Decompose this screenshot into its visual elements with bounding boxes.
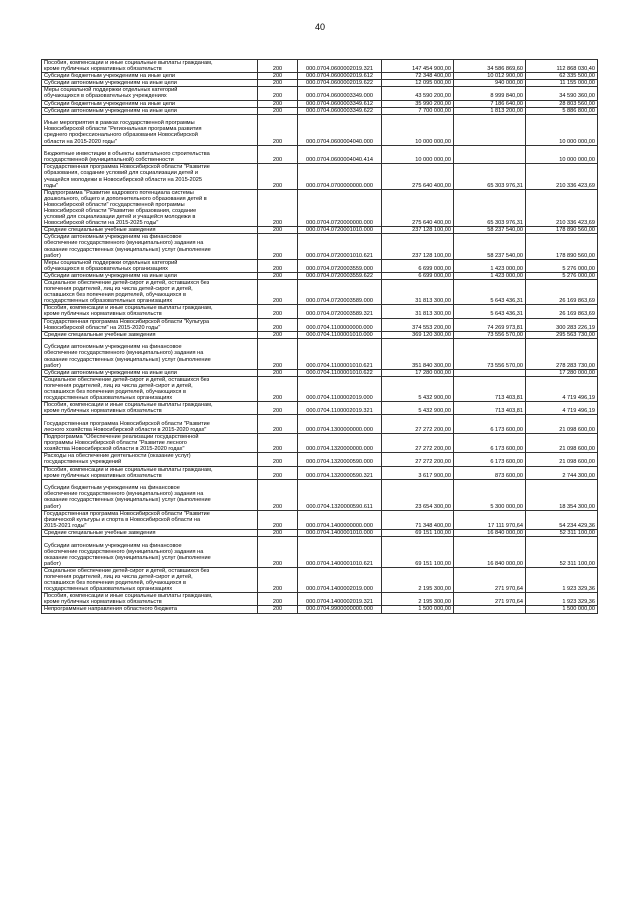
row-name-cell: Расходы на обеспечение деятельности (оказание услуг) государственных учреждений (42, 453, 258, 466)
row-amount-executed-cell: 74 269 973,81 (454, 318, 526, 331)
row-amount-plan-cell: 369 120 300,00 (382, 331, 454, 338)
row-amount-executed-cell: 8 999 840,00 (454, 87, 526, 100)
row-amount-plan-cell: 275 640 400,00 (382, 164, 454, 189)
row-code-cell: 000.0704.0600002019.612 (298, 73, 382, 80)
row-amount-remaining-cell: 34 590 360,00 (526, 87, 598, 100)
row-code-cell: 000.0704.1320000590.611 (298, 479, 382, 510)
row-code-cell: 000.0704.1100001010.000 (298, 331, 382, 338)
row-amount-remaining-cell: 178 890 560,00 (526, 234, 598, 259)
table-row (42, 189, 598, 227)
row-amount-plan-cell: 147 454 900,00 (382, 60, 454, 73)
row-amount-plan-cell: 237 128 100,00 (382, 227, 454, 234)
row-amount-remaining-cell: 210 336 423,69 (526, 189, 598, 227)
row-amount-remaining-cell: 11 155 000,00 (526, 80, 598, 87)
row-amount-executed-cell (454, 369, 526, 376)
row-code-cell: 000.0704.1100000000.000 (298, 318, 382, 331)
table-row (42, 331, 598, 338)
row-name-cell: Субсидии автономным учреждениям на иные цели (42, 369, 258, 376)
row-amount-executed-cell (454, 145, 526, 164)
row-amount-executed-cell: 16 840 000,00 (454, 537, 526, 568)
row-amount-executed-cell: 7 186 640,00 (454, 100, 526, 107)
row-amount-plan-cell: 6 699 000,00 (382, 259, 454, 272)
row-ministry-cell: 200 (258, 234, 298, 259)
row-name-cell: Государственная программа Новосибирской области "Развитие физической культуры и спорта в Новосибирской области на 2015-2021 годы" (42, 510, 258, 529)
row-ministry-cell: 200 (258, 100, 298, 107)
row-name-cell: Субсидии автономным учреждениям на финансовое обеспечение государственного (муниципального) задания на оказание государственных (муниципальных) услуг (выполнение работ) (42, 338, 258, 369)
row-amount-executed-cell: 58 237 540,00 (454, 234, 526, 259)
table-row (42, 114, 598, 145)
row-amount-executed-cell: 5 643 436,31 (454, 305, 526, 318)
row-name-cell: Меры социальной поддержки отдельных категорий обучающихся в образовательных организациях (42, 259, 258, 272)
row-name-cell: Подпрограмма "Развитие кадрового потенциала системы дошкольного, общего и дополнительного образования детей в Новосибирской области" государственной программы Новосибирской области "Развитие образования, создание условий для социализации детей и учащейся молодежи в Новосибирской области на 2015-2025 годы" (42, 189, 258, 227)
row-amount-remaining-cell: 4 719 496,19 (526, 402, 598, 415)
table-row (42, 453, 598, 466)
row-name-cell: Средние специальные учебные заведения (42, 331, 258, 338)
row-ministry-cell: 200 (258, 369, 298, 376)
row-amount-remaining-cell: 10 000 000,00 (526, 145, 598, 164)
row-amount-remaining-cell: 1 500 000,00 (526, 606, 598, 613)
row-name-cell: Меры социальной поддержки отдельных категорий обучающихся в образовательных учреждениях (42, 87, 258, 100)
row-ministry-cell: 200 (258, 114, 298, 145)
row-ministry-cell: 200 (258, 305, 298, 318)
row-name-cell: Государственная программа Новосибирской области "Развитие образования, создание условий для социализации детей и учащейся молодежи в Новосибирской области на 2015-2025 годы" (42, 164, 258, 189)
row-name-cell: Пособия, компенсации и иные социальные выплаты гражданам, кроме публичных нормативных обязательств (42, 466, 258, 479)
row-ministry-cell: 200 (258, 227, 298, 234)
row-ministry-cell: 200 (258, 338, 298, 369)
row-name-cell: Субсидии автономным учреждениям на финансовое обеспечение государственного (муниципального) задания на оказание государственных (муниципальных) услуг (выполнение работ) (42, 234, 258, 259)
row-amount-remaining-cell: 300 283 226,19 (526, 318, 598, 331)
table-row (42, 466, 598, 479)
row-code-cell: 000.0704.0720003559.000 (298, 259, 382, 272)
row-name-cell: Иные мероприятия в рамках государственной программы Новосибирской области "Региональная программа развития среднего профессионального образования Новосибирской области на 2015-2020 годы" (42, 114, 258, 145)
row-ministry-cell: 200 (258, 593, 298, 606)
table-row (42, 305, 598, 318)
row-amount-plan-cell: 35 990 200,00 (382, 100, 454, 107)
row-amount-plan-cell: 7 700 000,00 (382, 107, 454, 114)
row-amount-remaining-cell: 5 276 000,00 (526, 259, 598, 272)
row-ministry-cell: 200 (258, 164, 298, 189)
row-amount-plan-cell: 275 640 400,00 (382, 189, 454, 227)
table-row (42, 272, 598, 279)
row-amount-plan-cell: 17 280 000,00 (382, 369, 454, 376)
table-row (42, 227, 598, 234)
row-amount-executed-cell: 271 970,64 (454, 567, 526, 592)
table-row (42, 529, 598, 536)
row-code-cell: 000.0704.0720003589.000 (298, 280, 382, 305)
row-amount-plan-cell: 72 348 400,00 (382, 73, 454, 80)
row-amount-remaining-cell: 178 890 560,00 (526, 227, 598, 234)
row-code-cell: 000.0704.1320000590.000 (298, 453, 382, 466)
row-code-cell: 000.0704.1400001010.621 (298, 537, 382, 568)
table-row (42, 100, 598, 107)
row-amount-remaining-cell: 1 923 329,36 (526, 567, 598, 592)
table-row (42, 280, 598, 305)
row-amount-executed-cell: 1 813 200,00 (454, 107, 526, 114)
row-amount-executed-cell: 34 586 869,60 (454, 60, 526, 73)
row-ministry-cell: 200 (258, 87, 298, 100)
row-amount-plan-cell: 1 500 000,00 (382, 606, 454, 613)
row-amount-executed-cell: 1 423 000,00 (454, 272, 526, 279)
table-row (42, 107, 598, 114)
row-code-cell: 000.0704.1320000000.000 (298, 434, 382, 453)
row-amount-remaining-cell: 1 923 329,36 (526, 593, 598, 606)
row-amount-plan-cell: 31 813 300,00 (382, 280, 454, 305)
row-name-cell: Пособия, компенсации и иные социальные выплаты гражданам, кроме публичных нормативных обязательств (42, 305, 258, 318)
row-ministry-cell: 200 (258, 280, 298, 305)
row-amount-executed-cell: 873 600,00 (454, 466, 526, 479)
row-amount-plan-cell: 71 348 400,00 (382, 510, 454, 529)
row-code-cell: 000.0704.1320000590.321 (298, 466, 382, 479)
row-code-cell: 000.0704.0720001010.621 (298, 234, 382, 259)
row-name-cell: Субсидии автономным учреждениям на иные цели (42, 272, 258, 279)
table-row (42, 338, 598, 369)
table-row (42, 606, 598, 613)
row-code-cell: 000.0704.0720003589.321 (298, 305, 382, 318)
row-code-cell: 000.0704.0720001010.000 (298, 227, 382, 234)
row-amount-remaining-cell: 26 169 863,69 (526, 305, 598, 318)
row-name-cell: Социальное обеспечение детей-сирот и детей, оставшихся без попечения родителей, лиц из числа детей-сирот и детей, оставшихся без попечения родителей, обучающихся в государственных образовательных организациях (42, 567, 258, 592)
row-ministry-cell: 200 (258, 107, 298, 114)
table-row (42, 234, 598, 259)
row-amount-remaining-cell: 62 335 500,00 (526, 73, 598, 80)
row-amount-plan-cell: 2 195 300,00 (382, 593, 454, 606)
table-row (42, 145, 598, 164)
row-name-cell: Государственная программа Новосибирской области "Культура Новосибирской области" на 2015-2020 годы" (42, 318, 258, 331)
row-ministry-cell: 200 (258, 415, 298, 434)
row-name-cell: Субсидии автономным учреждениям на иные цели (42, 80, 258, 87)
row-ministry-cell: 200 (258, 402, 298, 415)
budget-table-body (42, 60, 598, 614)
row-code-cell: 000.0704.0600003349.622 (298, 107, 382, 114)
row-ministry-cell: 200 (258, 80, 298, 87)
row-name-cell: Социальное обеспечение детей-сирот и детей, оставшихся без попечения родителей, лиц из числа детей-сирот и детей, оставшихся без попечения родителей, обучающихся в государственных образовательных организациях (42, 280, 258, 305)
row-code-cell: 000.0704.1400001010.000 (298, 529, 382, 536)
table-row (42, 87, 598, 100)
row-ministry-cell: 200 (258, 537, 298, 568)
row-name-cell: Бюджетные инвестиции в объекты капитального строительства государственной (муниципальной) собственности (42, 145, 258, 164)
row-ministry-cell: 200 (258, 73, 298, 80)
row-amount-remaining-cell: 10 000 000,00 (526, 114, 598, 145)
row-code-cell: 000.0704.0600002019.622 (298, 80, 382, 87)
table-row (42, 567, 598, 592)
table-row (42, 73, 598, 80)
row-amount-executed-cell: 73 556 570,00 (454, 338, 526, 369)
row-amount-remaining-cell: 5 276 000,00 (526, 272, 598, 279)
row-amount-plan-cell: 12 095 000,00 (382, 80, 454, 87)
row-name-cell: Пособия, компенсации и иные социальные выплаты гражданам, кроме публичных нормативных обязательств (42, 593, 258, 606)
row-code-cell: 000.0704.0600004040.000 (298, 114, 382, 145)
row-amount-executed-cell: 1 423 000,00 (454, 259, 526, 272)
table-row (42, 164, 598, 189)
row-amount-plan-cell: 351 840 300,00 (382, 338, 454, 369)
row-amount-plan-cell: 237 128 100,00 (382, 234, 454, 259)
row-name-cell: Средние специальные учебные заведения (42, 529, 258, 536)
row-amount-plan-cell: 23 654 300,00 (382, 479, 454, 510)
row-ministry-cell: 200 (258, 466, 298, 479)
row-amount-remaining-cell: 52 311 100,00 (526, 537, 598, 568)
row-amount-remaining-cell: 52 311 100,00 (526, 529, 598, 536)
row-ministry-cell: 200 (258, 529, 298, 536)
row-amount-remaining-cell: 5 886 800,00 (526, 107, 598, 114)
row-amount-plan-cell: 5 432 900,00 (382, 376, 454, 401)
table-row (42, 376, 598, 401)
row-amount-remaining-cell: 18 354 300,00 (526, 479, 598, 510)
row-amount-plan-cell: 27 272 200,00 (382, 453, 454, 466)
row-ministry-cell: 200 (258, 479, 298, 510)
table-row (42, 60, 598, 73)
table-row (42, 402, 598, 415)
row-name-cell: Субсидии бюджетным учреждениям на иные цели (42, 100, 258, 107)
row-code-cell: 000.0704.0720003559.622 (298, 272, 382, 279)
row-code-cell: 000.0704.0700000000.000 (298, 164, 382, 189)
row-amount-plan-cell: 10 000 000,00 (382, 145, 454, 164)
row-amount-executed-cell: 713 403,81 (454, 402, 526, 415)
table-row (42, 479, 598, 510)
row-ministry-cell: 200 (258, 606, 298, 613)
row-amount-remaining-cell: 54 234 429,36 (526, 510, 598, 529)
table-row (42, 434, 598, 453)
page-number: 40 (314, 22, 325, 32)
row-name-cell: Пособия, компенсации и иные социальные выплаты гражданам, кроме публичных нормативных обязательств (42, 60, 258, 73)
row-amount-remaining-cell: 21 098 600,00 (526, 434, 598, 453)
row-ministry-cell: 200 (258, 145, 298, 164)
row-ministry-cell: 200 (258, 60, 298, 73)
table-row (42, 593, 598, 606)
row-ministry-cell: 200 (258, 434, 298, 453)
row-amount-plan-cell: 69 151 100,00 (382, 529, 454, 536)
row-amount-remaining-cell: 28 803 560,00 (526, 100, 598, 107)
row-code-cell: 000.0704.1100001010.621 (298, 338, 382, 369)
table-row (42, 80, 598, 87)
row-amount-executed-cell: 17 111 970,64 (454, 510, 526, 529)
row-code-cell: 000.0704.1400002019.321 (298, 593, 382, 606)
row-amount-executed-cell: 16 840 000,00 (454, 529, 526, 536)
row-amount-executed-cell: 73 556 570,00 (454, 331, 526, 338)
row-code-cell: 000.0704.1100001010.622 (298, 369, 382, 376)
row-amount-plan-cell: 3 617 900,00 (382, 466, 454, 479)
table-row (42, 369, 598, 376)
row-amount-plan-cell: 6 699 000,00 (382, 272, 454, 279)
row-ministry-cell: 200 (258, 259, 298, 272)
row-amount-plan-cell: 27 272 200,00 (382, 434, 454, 453)
row-name-cell: Подпрограмма "Обеспечение реализации государственной программы Новосибирской области "Развитие лесного хозяйства Новосибирской области в 2015-2020 годах" (42, 434, 258, 453)
row-amount-remaining-cell: 112 868 030,40 (526, 60, 598, 73)
row-amount-plan-cell: 374 553 200,00 (382, 318, 454, 331)
row-code-cell: 000.0704.1300000000.000 (298, 415, 382, 434)
row-ministry-cell: 200 (258, 567, 298, 592)
row-amount-executed-cell: 58 237 540,00 (454, 227, 526, 234)
row-amount-remaining-cell: 295 563 730,00 (526, 331, 598, 338)
row-amount-remaining-cell: 21 098 600,00 (526, 415, 598, 434)
table-row (42, 415, 598, 434)
row-amount-executed-cell: 65 303 976,31 (454, 164, 526, 189)
row-name-cell: Социальное обеспечение детей-сирот и детей, оставшихся без попечения родителей, лиц из числа детей-сирот и детей, оставшихся без попечения родителей, обучающихся в государственных образовательных организациях (42, 376, 258, 401)
row-code-cell: 000.0704.0600003349.000 (298, 87, 382, 100)
row-ministry-cell: 200 (258, 272, 298, 279)
row-amount-executed-cell: 940 000,00 (454, 80, 526, 87)
table-row (42, 537, 598, 568)
row-ministry-cell: 200 (258, 453, 298, 466)
row-amount-executed-cell: 65 303 976,31 (454, 189, 526, 227)
row-amount-plan-cell: 2 195 300,00 (382, 567, 454, 592)
row-code-cell: 000.0704.1100002019.000 (298, 376, 382, 401)
table-row (42, 318, 598, 331)
row-amount-plan-cell: 10 000 000,00 (382, 114, 454, 145)
row-code-cell: 000.0704.0600003349.612 (298, 100, 382, 107)
row-amount-executed-cell: 271 970,64 (454, 593, 526, 606)
row-ministry-cell: 200 (258, 189, 298, 227)
row-amount-remaining-cell: 4 719 496,19 (526, 376, 598, 401)
row-ministry-cell: 200 (258, 376, 298, 401)
row-name-cell: Субсидии автономным учреждениям на иные цели (42, 107, 258, 114)
row-name-cell: Непрограммные направления областного бюджета (42, 606, 258, 613)
row-name-cell: Субсидии бюджетным учреждениям на иные цели (42, 73, 258, 80)
row-amount-plan-cell: 69 151 100,00 (382, 537, 454, 568)
row-amount-remaining-cell: 17 280 000,00 (526, 369, 598, 376)
row-code-cell: 000.0704.1400000000.000 (298, 510, 382, 529)
row-amount-executed-cell: 10 012 900,00 (454, 73, 526, 80)
row-amount-remaining-cell: 21 098 600,00 (526, 453, 598, 466)
row-amount-executed-cell: 6 173 600,00 (454, 434, 526, 453)
row-amount-remaining-cell: 210 336 423,69 (526, 164, 598, 189)
row-ministry-cell: 200 (258, 331, 298, 338)
row-amount-executed-cell: 5 643 436,31 (454, 280, 526, 305)
row-amount-executed-cell (454, 114, 526, 145)
row-amount-executed-cell: 6 173 600,00 (454, 453, 526, 466)
row-code-cell: 000.0704.0600004040.414 (298, 145, 382, 164)
row-ministry-cell: 200 (258, 510, 298, 529)
row-code-cell: 000.0704.0720000000.000 (298, 189, 382, 227)
row-amount-plan-cell: 5 432 900,00 (382, 402, 454, 415)
row-code-cell: 000.0704.1400002019.000 (298, 567, 382, 592)
row-amount-plan-cell: 27 272 200,00 (382, 415, 454, 434)
row-ministry-cell: 200 (258, 318, 298, 331)
row-amount-executed-cell (454, 606, 526, 613)
row-amount-remaining-cell: 278 283 730,00 (526, 338, 598, 369)
budget-table (41, 59, 598, 614)
row-name-cell: Пособия, компенсации и иные социальные выплаты гражданам, кроме публичных нормативных обязательств (42, 402, 258, 415)
row-name-cell: Государственная программа Новосибирской области "Развитие лесного хозяйства Новосибирской области в 2015-2020 годах" (42, 415, 258, 434)
row-name-cell: Субсидии бюджетным учреждениям на финансовое обеспечение государственного (муниципального) задания на оказание государственных (муниципальных) услуг (выполнение работ) (42, 479, 258, 510)
row-name-cell: Средние специальные учебные заведения (42, 227, 258, 234)
row-code-cell: 000.0704.1100002019.321 (298, 402, 382, 415)
row-amount-executed-cell: 6 173 600,00 (454, 415, 526, 434)
row-code-cell: 000.0704.9900000000.000 (298, 606, 382, 613)
row-code-cell: 000.0704.0600002019.321 (298, 60, 382, 73)
row-amount-remaining-cell: 26 169 863,69 (526, 280, 598, 305)
row-amount-plan-cell: 31 813 300,00 (382, 305, 454, 318)
row-amount-plan-cell: 43 590 200,00 (382, 87, 454, 100)
row-name-cell: Субсидии автономным учреждениям на финансовое обеспечение государственного (муниципального) задания на оказание государственных (муниципальных) услуг (выполнение работ) (42, 537, 258, 568)
row-amount-remaining-cell: 2 744 300,00 (526, 466, 598, 479)
table-row (42, 259, 598, 272)
row-amount-executed-cell: 713 403,81 (454, 376, 526, 401)
row-amount-executed-cell: 5 300 000,00 (454, 479, 526, 510)
table-row (42, 510, 598, 529)
